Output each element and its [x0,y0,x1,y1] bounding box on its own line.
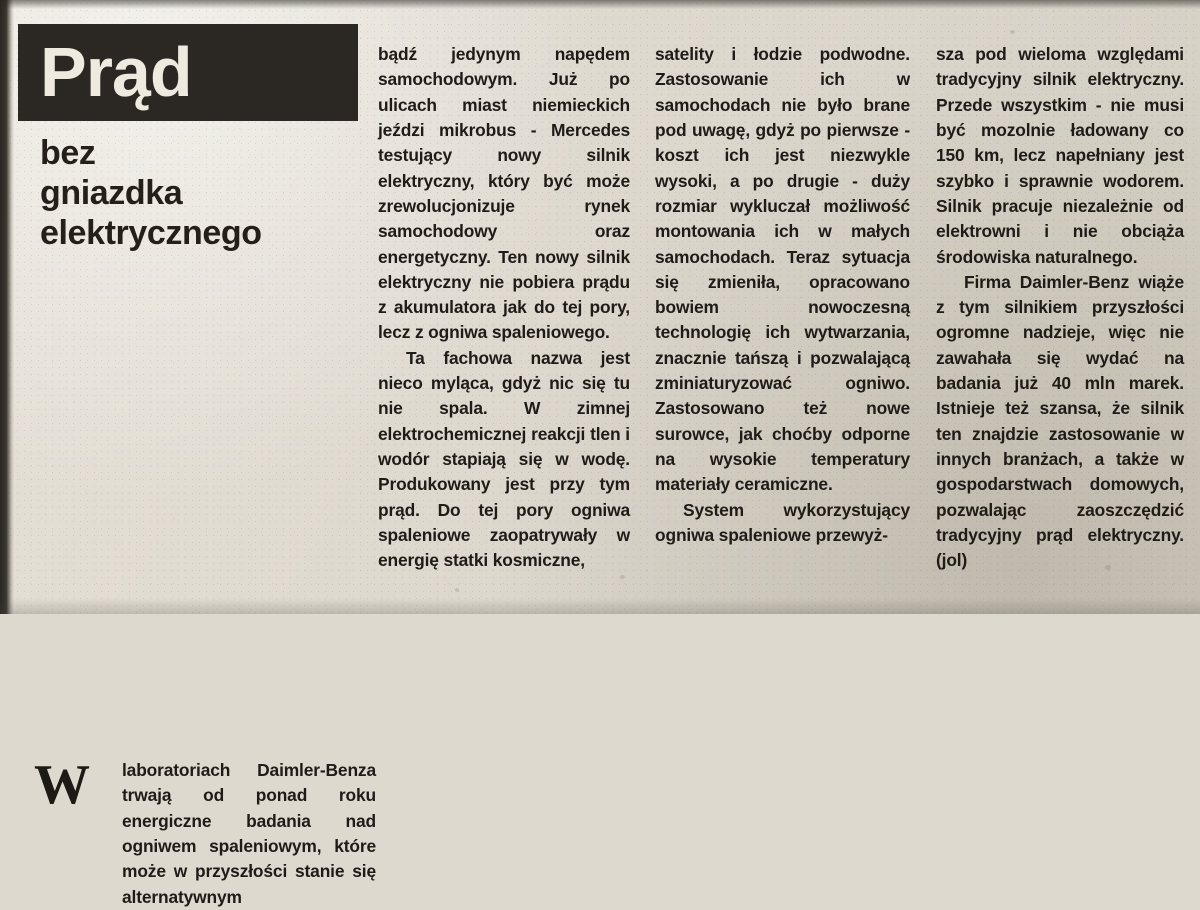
page-title: Prąd [40,33,192,112]
headline-subtitle [18,133,358,253]
paragraph-text: Firma Daimler-Benz wiąże z tym silnikiem przyszłości ogromne nadzieje, więc nie zawahała się wydać na badania już 40 mln marek. Istnieje też szansa, że silnik ten znajdzie zastosowanie w innych branżach, a także w gospodarstwach domowych, pozwalając zaoszczędzić tradycyjny prąd elektryczny. [936,271,1184,545]
paragraph-with-byline [936,270,1184,574]
paragraph: satelity i łodzie podwodne. Zastosowanie ich w samochodach nie było brane pod uwagę, gdyż po pierwsze - koszt ich jest niezwykle wysoki, a po drugie - duży rozmiar wykluczał możliwość montowania ich w małych samochodach. Teraz sytuacja się zmieniła, opracowano bowiem nowoczesną technologię ich wytwarzania, znacznie tańszą i pozwalającą zminiaturyzować ogniwo. Zastosowano też nowe surowce, jak choćby odporne na wysokie temperatury materiały ceramiczne. [655,44,910,495]
paragraph: Ta fachowa nazwa jest nieco myląca, gdyż nic się tu nie spala. W zimnej elektrochemicznej reakcji tlen i wodór stapiają się w wodę. Produkowany jest przy tym prąd. Do tej pory ogniwa spaleniowe zaopatrywały w energię statki kosmiczne, [378,347,630,571]
headline-subtitle-line-3: elektrycznego [40,214,262,253]
paragraph: sza pod wieloma względami tradycyjny silnik elektryczny. Przede wszystkim - nie musi być mozolnie ładowany co 150 km, lecz napełniany jest szybko i sprawnie wodorem. Silnik pracuje niezależnie od elektrowni i nie obciąża środowiska naturalnego. [936,44,1184,267]
body-column-2 [655,42,910,548]
body-column-1 [378,42,630,574]
lead-paragraph-block [18,376,376,907]
body-column-3 [936,42,1184,574]
paper-speckle [620,575,625,579]
paper-speckle [1010,30,1015,34]
headline-band [18,24,358,121]
scan-left-edge [0,0,14,614]
drop-cap: W [34,754,90,816]
headline-subtitle-line-2: gniazdka [40,174,183,213]
scan-top-edge [0,0,1200,9]
paragraph: bądź jedynym napędem samochodowym. Już po ulicach miast niemieckich jeździ mikrobus - Mercedes testujący nowy silnik elektryczny, który być może zrewolucjonizuje rynek samochodowy oraz energetyczny. Ten nowy silnik elektryczny nie pobiera prądu z akumulatora jak do tej pory, lecz z ogniwa spaleniowego. [378,44,630,343]
lead-paragraph: laboratoriach Daimler-Benza trwają od ponad roku energiczne badania nad ogniwem spaleniowym, które może w przyszłości stanie się alternatywnym [122,760,376,907]
byline: (jol) [936,550,968,571]
paper-speckle [455,588,459,592]
headline-subtitle-line-1: bez [40,134,96,172]
paragraph: System wykorzystujący ogniwa spaleniowe przewyż- [655,499,910,545]
article-headline [18,24,358,253]
scan-bottom-edge [0,598,1200,614]
